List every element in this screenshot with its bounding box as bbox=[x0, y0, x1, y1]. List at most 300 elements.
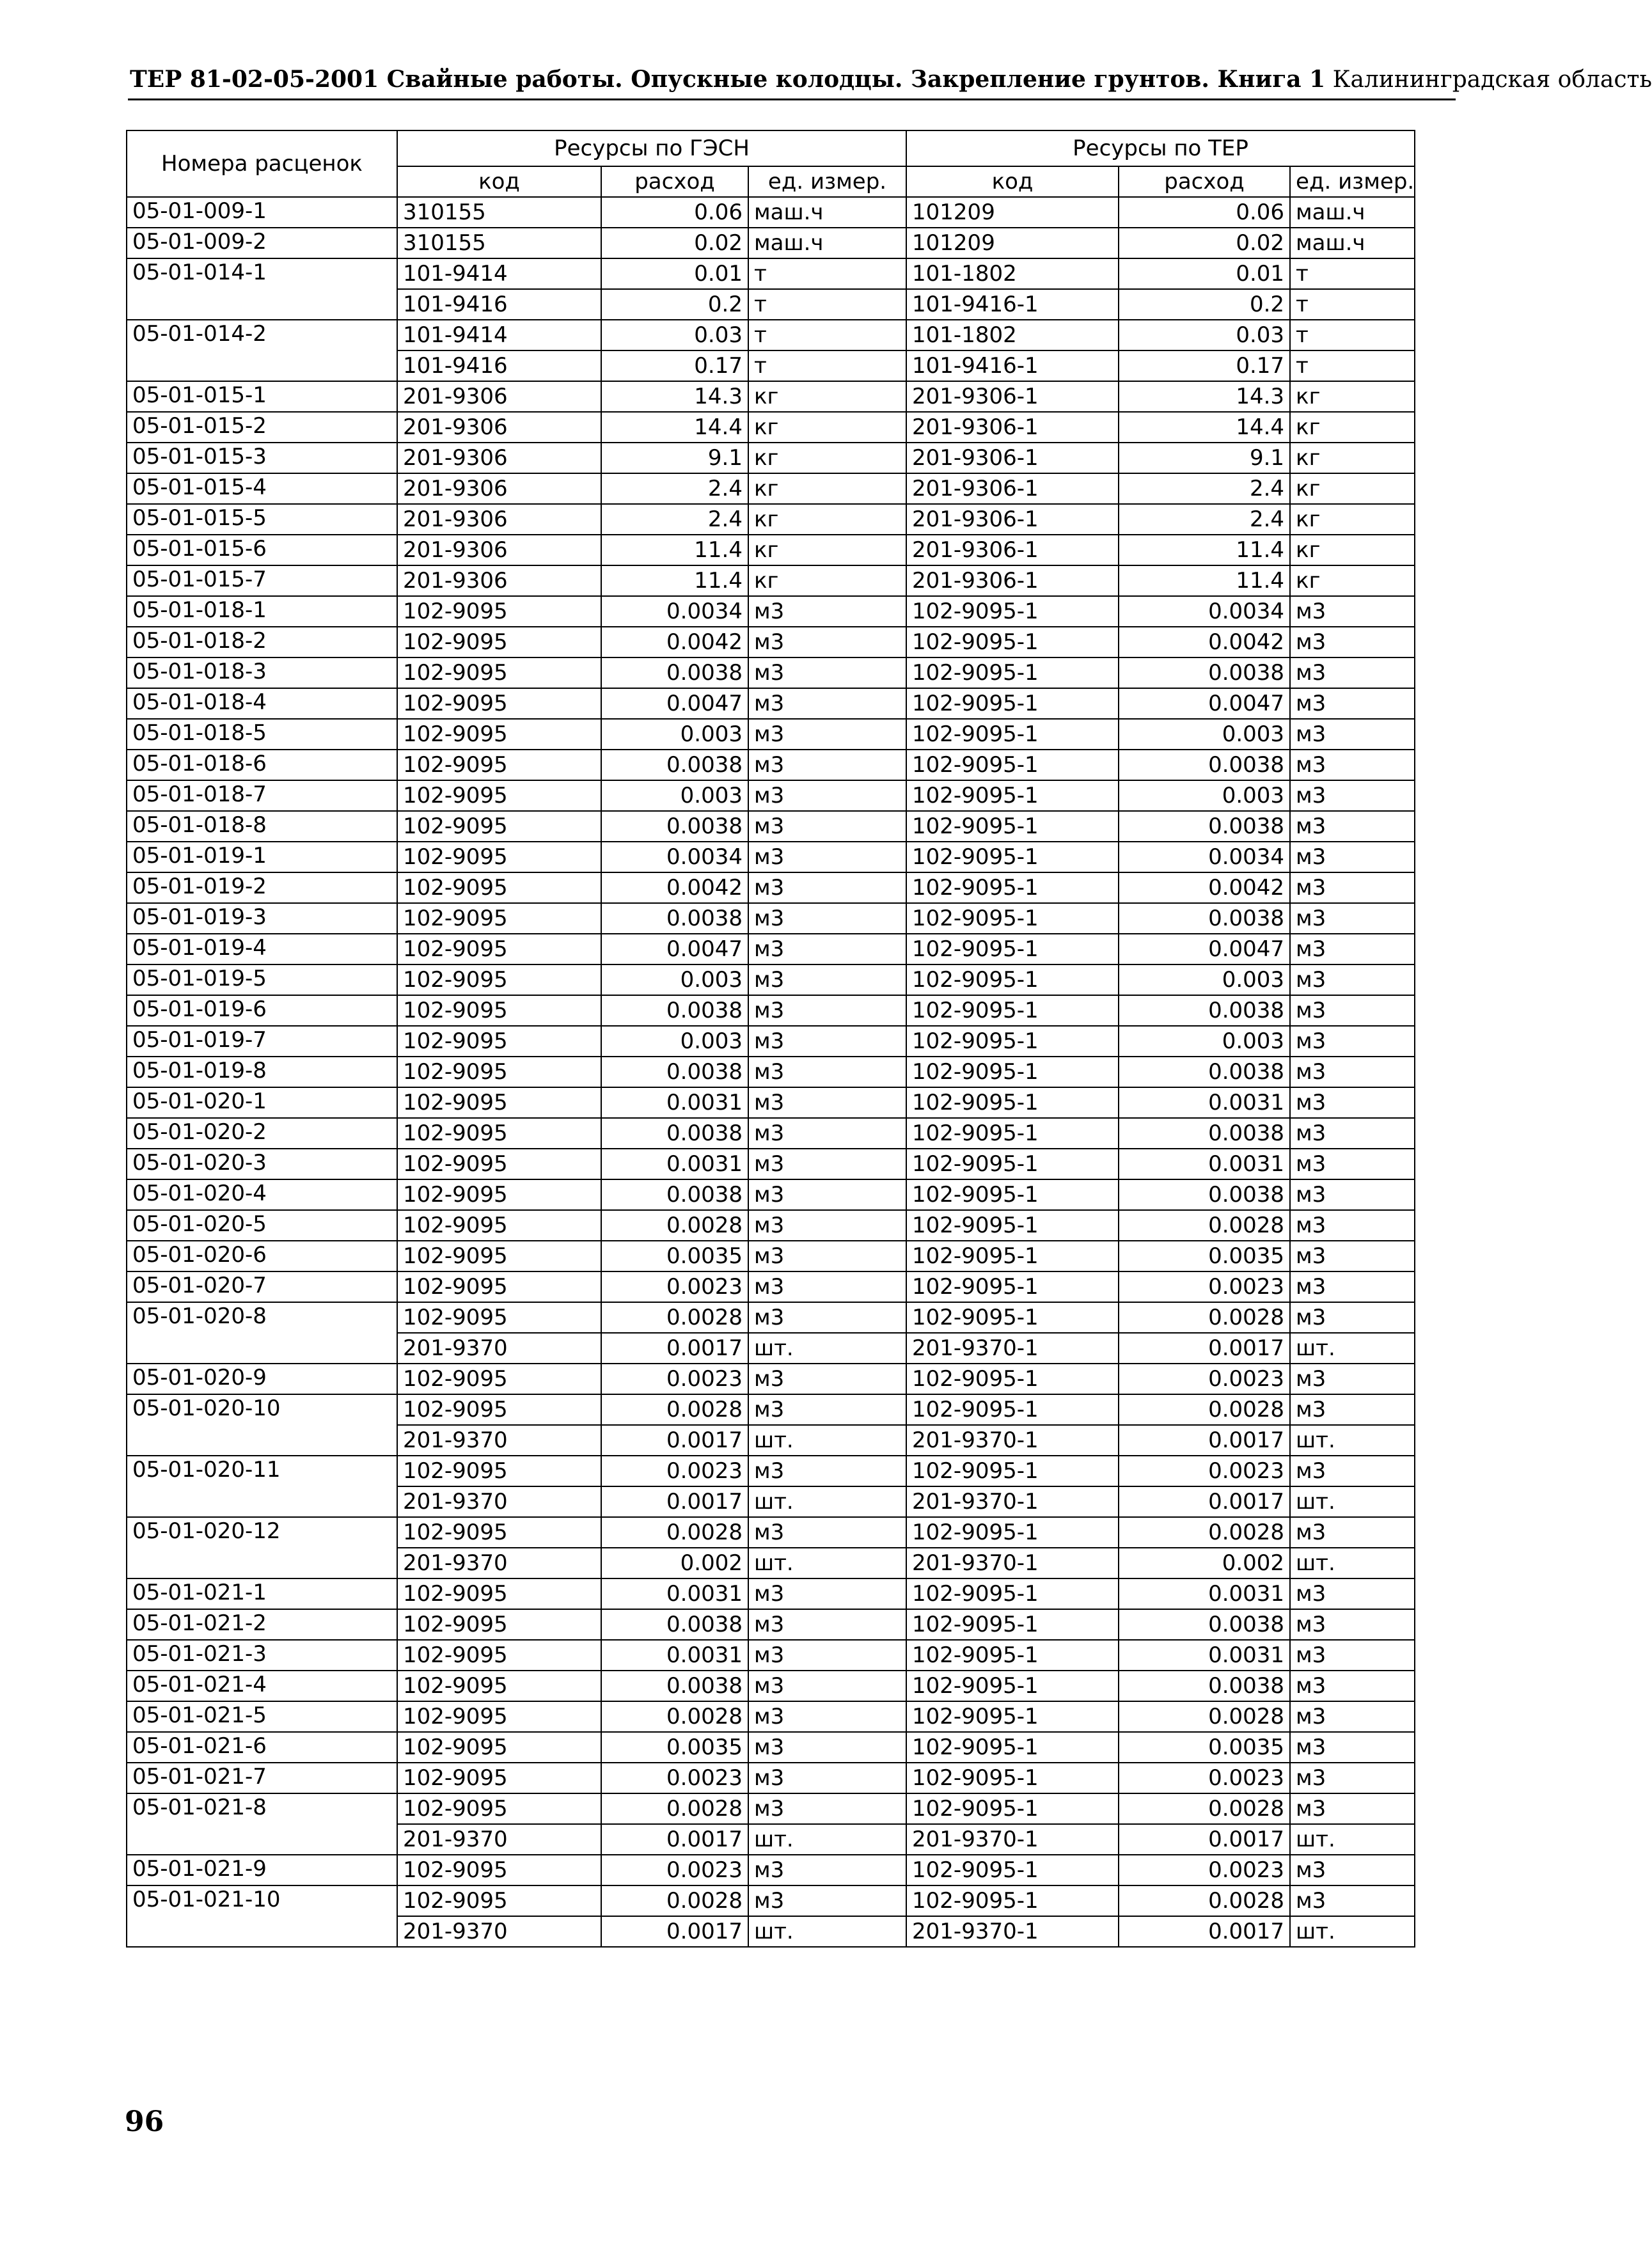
ter-code-cell: 102-9095-1 bbox=[906, 964, 1119, 995]
gesn-code-cell: 102-9095 bbox=[397, 1640, 601, 1671]
gesn-unit-cell: м3 bbox=[748, 811, 906, 842]
gesn-code-cell: 102-9095 bbox=[397, 719, 601, 750]
ter-consumption-cell: 0.0017 bbox=[1119, 1824, 1290, 1855]
gesn-consumption-cell: 0.002 bbox=[601, 1548, 748, 1578]
rate-number-cell: 05-01-020-7 bbox=[127, 1271, 397, 1302]
ter-unit-cell: кг bbox=[1290, 443, 1415, 473]
ter-consumption-cell: 0.0023 bbox=[1119, 1855, 1290, 1885]
ter-unit-cell: шт. bbox=[1290, 1425, 1415, 1456]
table-row bbox=[127, 903, 1415, 934]
gesn-consumption-cell: 0.03 bbox=[601, 320, 748, 350]
ter-code-cell: 201-9306-1 bbox=[906, 443, 1119, 473]
gesn-consumption-cell: 9.1 bbox=[601, 443, 748, 473]
gesn-consumption-cell: 0.0031 bbox=[601, 1578, 748, 1609]
gesn-consumption-cell: 0.003 bbox=[601, 1026, 748, 1057]
gesn-consumption-cell: 0.0017 bbox=[601, 1486, 748, 1517]
ter-consumption-cell: 0.0017 bbox=[1119, 1333, 1290, 1364]
ter-unit-cell: кг bbox=[1290, 381, 1415, 412]
ter-unit-cell: маш.ч bbox=[1290, 228, 1415, 258]
rate-number-cell: 05-01-018-2 bbox=[127, 627, 397, 657]
ter-code-cell: 201-9306-1 bbox=[906, 381, 1119, 412]
ter-code-cell: 102-9095-1 bbox=[906, 934, 1119, 964]
gesn-code-cell: 102-9095 bbox=[397, 1302, 601, 1333]
gesn-unit-cell: м3 bbox=[748, 1456, 906, 1486]
table-row bbox=[127, 1179, 1415, 1210]
rate-number-cell: 05-01-018-7 bbox=[127, 780, 397, 811]
rate-number-cell: 05-01-015-6 bbox=[127, 535, 397, 565]
ter-consumption-cell: 0.0047 bbox=[1119, 934, 1290, 964]
ter-consumption-cell: 0.0038 bbox=[1119, 1118, 1290, 1149]
rate-number-header: Номера расценок bbox=[127, 130, 397, 197]
ter-code-cell: 102-9095-1 bbox=[906, 1271, 1119, 1302]
gesn-unit-cell: м3 bbox=[748, 1179, 906, 1210]
gesn-consumption-cell: 0.01 bbox=[601, 258, 748, 289]
ter-consumption-cell: 0.0038 bbox=[1119, 750, 1290, 780]
ter-code-cell: 201-9370-1 bbox=[906, 1486, 1119, 1517]
ter-code-cell: 102-9095-1 bbox=[906, 903, 1119, 934]
gesn-consumption-cell: 0.0017 bbox=[601, 1916, 748, 1947]
gesn-unit-cell: м3 bbox=[748, 1732, 906, 1763]
rate-number-cell: 05-01-020-12 bbox=[127, 1517, 397, 1578]
header-region: Калининградская область bbox=[1332, 67, 1652, 93]
table-row bbox=[127, 1302, 1415, 1333]
ter-unit-cell: шт. bbox=[1290, 1548, 1415, 1578]
ter-consumption-cell: 0.0035 bbox=[1119, 1732, 1290, 1763]
rate-number-cell: 05-01-021-3 bbox=[127, 1640, 397, 1671]
gesn-unit-cell: м3 bbox=[748, 1241, 906, 1271]
gesn-unit-cell: т bbox=[748, 289, 906, 320]
ter-code-cell: 102-9095-1 bbox=[906, 1149, 1119, 1179]
gesn-consumption-cell: 2.4 bbox=[601, 473, 748, 504]
gesn-consumption-cell: 0.003 bbox=[601, 964, 748, 995]
ter-code-cell: 102-9095-1 bbox=[906, 657, 1119, 688]
gesn-code-header: код bbox=[397, 166, 601, 197]
ter-unit-cell: шт. bbox=[1290, 1486, 1415, 1517]
gesn-unit-cell: м3 bbox=[748, 903, 906, 934]
gesn-unit-cell: м3 bbox=[748, 1793, 906, 1824]
gesn-unit-cell: м3 bbox=[748, 1578, 906, 1609]
ter-code-cell: 102-9095-1 bbox=[906, 1364, 1119, 1394]
ter-consumption-cell: 0.0042 bbox=[1119, 872, 1290, 903]
rate-number-cell: 05-01-014-1 bbox=[127, 258, 397, 320]
table-row bbox=[127, 872, 1415, 903]
ter-unit-cell: м3 bbox=[1290, 872, 1415, 903]
ter-consumption-cell: 14.4 bbox=[1119, 412, 1290, 443]
ter-unit-cell: м3 bbox=[1290, 1302, 1415, 1333]
gesn-code-cell: 201-9306 bbox=[397, 504, 601, 535]
gesn-code-cell: 102-9095 bbox=[397, 1609, 601, 1640]
ter-unit-cell: шт. bbox=[1290, 1916, 1415, 1947]
gesn-consumption-cell: 0.0017 bbox=[601, 1824, 748, 1855]
ter-unit-cell: кг bbox=[1290, 473, 1415, 504]
rate-number-cell: 05-01-018-8 bbox=[127, 811, 397, 842]
ter-consumption-cell: 11.4 bbox=[1119, 565, 1290, 596]
ter-code-cell: 102-9095-1 bbox=[906, 1302, 1119, 1333]
gesn-unit-cell: маш.ч bbox=[748, 228, 906, 258]
table-row bbox=[127, 1118, 1415, 1149]
ter-code-cell: 102-9095-1 bbox=[906, 811, 1119, 842]
table-row bbox=[127, 535, 1415, 565]
rate-number-cell: 05-01-015-1 bbox=[127, 381, 397, 412]
ter-consumption-cell: 0.0035 bbox=[1119, 1241, 1290, 1271]
table-row bbox=[127, 443, 1415, 473]
ter-unit-cell: м3 bbox=[1290, 1763, 1415, 1793]
ter-unit-cell: маш.ч bbox=[1290, 197, 1415, 228]
table-row bbox=[127, 1763, 1415, 1793]
ter-code-cell: 201-9370-1 bbox=[906, 1824, 1119, 1855]
gesn-code-cell: 102-9095 bbox=[397, 1793, 601, 1824]
ter-unit-cell: т bbox=[1290, 289, 1415, 320]
gesn-consumption-cell: 0.0023 bbox=[601, 1271, 748, 1302]
rate-number-cell: 05-01-015-4 bbox=[127, 473, 397, 504]
ter-code-cell: 102-9095-1 bbox=[906, 1517, 1119, 1548]
ter-unit-cell: м3 bbox=[1290, 688, 1415, 719]
gesn-consumption-cell: 0.0017 bbox=[601, 1333, 748, 1364]
gesn-unit-cell: м3 bbox=[748, 1302, 906, 1333]
ter-code-cell: 102-9095-1 bbox=[906, 1210, 1119, 1241]
ter-consumption-cell: 0.0023 bbox=[1119, 1271, 1290, 1302]
gesn-consumption-cell: 0.0028 bbox=[601, 1793, 748, 1824]
ter-code-cell: 102-9095-1 bbox=[906, 750, 1119, 780]
gesn-unit-cell: м3 bbox=[748, 780, 906, 811]
gesn-unit-cell: м3 bbox=[748, 934, 906, 964]
gesn-consumption-cell: 0.003 bbox=[601, 719, 748, 750]
gesn-consumption-cell: 0.0023 bbox=[601, 1364, 748, 1394]
ter-consumption-cell: 0.0031 bbox=[1119, 1087, 1290, 1118]
gesn-code-cell: 201-9370 bbox=[397, 1425, 601, 1456]
gesn-consumption-cell: 0.0042 bbox=[601, 627, 748, 657]
gesn-unit-cell: кг bbox=[748, 565, 906, 596]
ter-code-cell: 102-9095-1 bbox=[906, 1732, 1119, 1763]
rate-number-cell: 05-01-020-10 bbox=[127, 1394, 397, 1456]
gesn-consumption-cell: 0.0017 bbox=[601, 1425, 748, 1456]
gesn-code-cell: 310155 bbox=[397, 228, 601, 258]
ter-consumption-cell: 0.0028 bbox=[1119, 1517, 1290, 1548]
ter-unit-cell: м3 bbox=[1290, 719, 1415, 750]
gesn-code-cell: 102-9095 bbox=[397, 903, 601, 934]
rate-number-cell: 05-01-021-4 bbox=[127, 1671, 397, 1701]
ter-unit-header: ед. измер. bbox=[1290, 166, 1415, 197]
gesn-code-cell: 101-9414 bbox=[397, 320, 601, 350]
ter-consumption-cell: 0.0028 bbox=[1119, 1302, 1290, 1333]
gesn-unit-cell: м3 bbox=[748, 1885, 906, 1916]
ter-consumption-cell: 14.3 bbox=[1119, 381, 1290, 412]
ter-code-cell: 102-9095-1 bbox=[906, 1640, 1119, 1671]
table-row bbox=[127, 197, 1415, 228]
gesn-consumption-cell: 0.0023 bbox=[601, 1763, 748, 1793]
table-row bbox=[127, 657, 1415, 688]
ter-consumption-cell: 0.003 bbox=[1119, 1026, 1290, 1057]
ter-consumption-cell: 0.0028 bbox=[1119, 1793, 1290, 1824]
ter-unit-cell: м3 bbox=[1290, 1364, 1415, 1394]
gesn-unit-cell: м3 bbox=[748, 1671, 906, 1701]
table-row bbox=[127, 1640, 1415, 1671]
rate-number-cell: 05-01-009-2 bbox=[127, 228, 397, 258]
gesn-unit-cell: кг bbox=[748, 535, 906, 565]
gesn-consumption-cell: 0.0031 bbox=[601, 1149, 748, 1179]
gesn-code-cell: 201-9306 bbox=[397, 565, 601, 596]
gesn-code-cell: 201-9306 bbox=[397, 473, 601, 504]
gesn-unit-cell: м3 bbox=[748, 1517, 906, 1548]
ter-unit-cell: шт. bbox=[1290, 1824, 1415, 1855]
ter-consumption-cell: 0.0038 bbox=[1119, 1179, 1290, 1210]
rate-number-cell: 05-01-021-1 bbox=[127, 1578, 397, 1609]
ter-code-cell: 102-9095-1 bbox=[906, 1057, 1119, 1087]
ter-unit-cell: м3 bbox=[1290, 1026, 1415, 1057]
gesn-code-cell: 102-9095 bbox=[397, 1118, 601, 1149]
ter-consumption-cell: 0.0038 bbox=[1119, 903, 1290, 934]
ter-unit-cell: м3 bbox=[1290, 1793, 1415, 1824]
rate-number-cell: 05-01-015-5 bbox=[127, 504, 397, 535]
gesn-consumption-cell: 0.0028 bbox=[601, 1302, 748, 1333]
gesn-consumption-cell: 0.0031 bbox=[601, 1087, 748, 1118]
gesn-code-cell: 310155 bbox=[397, 197, 601, 228]
rate-number-cell: 05-01-015-3 bbox=[127, 443, 397, 473]
gesn-consumption-cell: 11.4 bbox=[601, 565, 748, 596]
ter-unit-cell: кг bbox=[1290, 412, 1415, 443]
table-row bbox=[127, 1671, 1415, 1701]
gesn-code-cell: 102-9095 bbox=[397, 1241, 601, 1271]
ter-code-cell: 201-9306-1 bbox=[906, 535, 1119, 565]
ter-code-cell: 102-9095-1 bbox=[906, 1671, 1119, 1701]
gesn-consumption-cell: 0.0028 bbox=[601, 1210, 748, 1241]
gesn-unit-cell: м3 bbox=[748, 657, 906, 688]
gesn-code-cell: 102-9095 bbox=[397, 1855, 601, 1885]
gesn-consumption-cell: 0.0034 bbox=[601, 842, 748, 872]
gesn-code-cell: 102-9095 bbox=[397, 627, 601, 657]
gesn-unit-cell: м3 bbox=[748, 1087, 906, 1118]
ter-code-header: код bbox=[906, 166, 1119, 197]
gesn-code-cell: 201-9370 bbox=[397, 1333, 601, 1364]
gesn-consumption-cell: 0.0031 bbox=[601, 1640, 748, 1671]
gesn-unit-cell: м3 bbox=[748, 1057, 906, 1087]
ter-unit-cell: м3 bbox=[1290, 811, 1415, 842]
ter-unit-cell: м3 bbox=[1290, 1394, 1415, 1425]
gesn-code-cell: 102-9095 bbox=[397, 780, 601, 811]
gesn-code-cell: 102-9095 bbox=[397, 1456, 601, 1486]
gesn-code-cell: 102-9095 bbox=[397, 1885, 601, 1916]
ter-unit-cell: м3 bbox=[1290, 1057, 1415, 1087]
gesn-unit-cell: м3 bbox=[748, 1118, 906, 1149]
gesn-unit-cell: м3 bbox=[748, 1763, 906, 1793]
rate-number-cell: 05-01-020-2 bbox=[127, 1118, 397, 1149]
ter-code-cell: 102-9095-1 bbox=[906, 1885, 1119, 1916]
gesn-unit-header: ед. измер. bbox=[748, 166, 906, 197]
ter-consumption-cell: 0.0031 bbox=[1119, 1149, 1290, 1179]
ter-consumption-cell: 0.17 bbox=[1119, 350, 1290, 381]
gesn-consumption-cell: 0.0038 bbox=[601, 1118, 748, 1149]
ter-unit-cell: м3 bbox=[1290, 934, 1415, 964]
ter-consumption-cell: 0.0023 bbox=[1119, 1364, 1290, 1394]
ter-unit-cell: м3 bbox=[1290, 1087, 1415, 1118]
ter-consumption-cell: 2.4 bbox=[1119, 473, 1290, 504]
gesn-unit-cell: шт. bbox=[748, 1548, 906, 1578]
table-row bbox=[127, 627, 1415, 657]
ter-code-cell: 102-9095-1 bbox=[906, 627, 1119, 657]
gesn-unit-cell: кг bbox=[748, 412, 906, 443]
ter-code-cell: 201-9306-1 bbox=[906, 412, 1119, 443]
page-header bbox=[130, 63, 1652, 96]
gesn-code-cell: 102-9095 bbox=[397, 1578, 601, 1609]
ter-code-cell: 102-9095-1 bbox=[906, 1793, 1119, 1824]
table-row bbox=[127, 1517, 1415, 1548]
ter-unit-cell: м3 bbox=[1290, 1701, 1415, 1732]
rate-number-cell: 05-01-020-1 bbox=[127, 1087, 397, 1118]
ter-unit-cell: м3 bbox=[1290, 1456, 1415, 1486]
gesn-unit-cell: м3 bbox=[748, 842, 906, 872]
ter-unit-cell: м3 bbox=[1290, 1271, 1415, 1302]
rate-number-cell: 05-01-019-8 bbox=[127, 1057, 397, 1087]
table-row bbox=[127, 750, 1415, 780]
gesn-consumption-cell: 0.0034 bbox=[601, 596, 748, 627]
gesn-code-cell: 102-9095 bbox=[397, 811, 601, 842]
ter-code-cell: 101-1802 bbox=[906, 320, 1119, 350]
table-row bbox=[127, 1087, 1415, 1118]
ter-unit-cell: м3 bbox=[1290, 903, 1415, 934]
gesn-unit-cell: м3 bbox=[748, 1855, 906, 1885]
gesn-consumption-cell: 0.0028 bbox=[601, 1517, 748, 1548]
table-row bbox=[127, 1394, 1415, 1425]
ter-consumption-cell: 2.4 bbox=[1119, 504, 1290, 535]
ter-consumption-cell: 0.0017 bbox=[1119, 1916, 1290, 1947]
rate-number-cell: 05-01-009-1 bbox=[127, 197, 397, 228]
table-row bbox=[127, 842, 1415, 872]
gesn-code-cell: 102-9095 bbox=[397, 872, 601, 903]
rate-number-cell: 05-01-018-3 bbox=[127, 657, 397, 688]
gesn-unit-cell: кг bbox=[748, 504, 906, 535]
gesn-unit-cell: м3 bbox=[748, 995, 906, 1026]
ter-code-cell: 102-9095-1 bbox=[906, 995, 1119, 1026]
ter-unit-cell: м3 bbox=[1290, 1210, 1415, 1241]
gesn-unit-cell: т bbox=[748, 350, 906, 381]
gesn-code-cell: 102-9095 bbox=[397, 934, 601, 964]
ter-code-cell: 201-9306-1 bbox=[906, 473, 1119, 504]
gesn-unit-cell: т bbox=[748, 258, 906, 289]
ter-unit-cell: м3 bbox=[1290, 1671, 1415, 1701]
table-row bbox=[127, 504, 1415, 535]
gesn-consumption-cell: 0.0028 bbox=[601, 1885, 748, 1916]
ter-consumption-cell: 0.06 bbox=[1119, 197, 1290, 228]
ter-code-cell: 102-9095-1 bbox=[906, 872, 1119, 903]
gesn-code-cell: 102-9095 bbox=[397, 596, 601, 627]
ter-unit-cell: м3 bbox=[1290, 1578, 1415, 1609]
gesn-unit-cell: м3 bbox=[748, 627, 906, 657]
gesn-unit-cell: м3 bbox=[748, 1609, 906, 1640]
ter-consumption-cell: 0.0038 bbox=[1119, 1057, 1290, 1087]
gesn-unit-cell: м3 bbox=[748, 964, 906, 995]
gesn-consumption-cell: 0.0023 bbox=[601, 1855, 748, 1885]
ter-consumption-cell: 0.01 bbox=[1119, 258, 1290, 289]
ter-consumption-cell: 0.2 bbox=[1119, 289, 1290, 320]
gesn-consumption-cell: 14.3 bbox=[601, 381, 748, 412]
gesn-code-cell: 101-9416 bbox=[397, 289, 601, 320]
ter-consumption-cell: 0.0028 bbox=[1119, 1885, 1290, 1916]
rate-number-cell: 05-01-021-5 bbox=[127, 1701, 397, 1732]
gesn-code-cell: 102-9095 bbox=[397, 1210, 601, 1241]
table-row bbox=[127, 228, 1415, 258]
rate-number-cell: 05-01-019-2 bbox=[127, 872, 397, 903]
ter-unit-cell: шт. bbox=[1290, 1333, 1415, 1364]
rate-number-cell: 05-01-019-7 bbox=[127, 1026, 397, 1057]
ter-code-cell: 201-9370-1 bbox=[906, 1548, 1119, 1578]
ter-unit-cell: кг bbox=[1290, 535, 1415, 565]
header-rule bbox=[128, 98, 1456, 100]
rate-number-cell: 05-01-018-4 bbox=[127, 688, 397, 719]
ter-unit-cell: м3 bbox=[1290, 657, 1415, 688]
table-row bbox=[127, 412, 1415, 443]
rate-number-cell: 05-01-020-8 bbox=[127, 1302, 397, 1364]
gesn-unit-cell: м3 bbox=[748, 872, 906, 903]
ter-code-cell: 201-9306-1 bbox=[906, 504, 1119, 535]
gesn-unit-cell: шт. bbox=[748, 1425, 906, 1456]
gesn-consumption-cell: 0.0028 bbox=[601, 1394, 748, 1425]
table-row bbox=[127, 1210, 1415, 1241]
gesn-consumption-cell: 0.06 bbox=[601, 197, 748, 228]
rate-number-cell: 05-01-021-2 bbox=[127, 1609, 397, 1640]
ter-code-cell: 102-9095-1 bbox=[906, 596, 1119, 627]
ter-consumption-cell: 0.0038 bbox=[1119, 1671, 1290, 1701]
ter-consumption-cell: 11.4 bbox=[1119, 535, 1290, 565]
table-row bbox=[127, 1057, 1415, 1087]
ter-consumption-cell: 0.0031 bbox=[1119, 1578, 1290, 1609]
gesn-code-cell: 102-9095 bbox=[397, 995, 601, 1026]
ter-consumption-cell: 0.0017 bbox=[1119, 1486, 1290, 1517]
ter-code-cell: 102-9095-1 bbox=[906, 1701, 1119, 1732]
rate-number-cell: 05-01-020-5 bbox=[127, 1210, 397, 1241]
ter-unit-cell: т bbox=[1290, 320, 1415, 350]
gesn-consumption-cell: 0.0038 bbox=[601, 995, 748, 1026]
gesn-code-cell: 201-9370 bbox=[397, 1824, 601, 1855]
ter-unit-cell: м3 bbox=[1290, 1640, 1415, 1671]
gesn-code-cell: 201-9306 bbox=[397, 535, 601, 565]
gesn-consumption-header: расход bbox=[601, 166, 748, 197]
table-row bbox=[127, 780, 1415, 811]
rate-number-cell: 05-01-021-8 bbox=[127, 1793, 397, 1855]
ter-unit-cell: м3 bbox=[1290, 1149, 1415, 1179]
ter-unit-cell: м3 bbox=[1290, 750, 1415, 780]
gesn-unit-cell: т bbox=[748, 320, 906, 350]
rate-number-cell: 05-01-019-1 bbox=[127, 842, 397, 872]
ter-unit-cell: м3 bbox=[1290, 1241, 1415, 1271]
gesn-consumption-cell: 0.0038 bbox=[601, 1671, 748, 1701]
ter-code-cell: 102-9095-1 bbox=[906, 1763, 1119, 1793]
gesn-code-cell: 102-9095 bbox=[397, 1271, 601, 1302]
gesn-code-cell: 201-9306 bbox=[397, 412, 601, 443]
rate-number-cell: 05-01-018-1 bbox=[127, 596, 397, 627]
table-row bbox=[127, 1701, 1415, 1732]
gesn-consumption-cell: 0.0047 bbox=[601, 688, 748, 719]
table-row bbox=[127, 258, 1415, 289]
gesn-code-cell: 102-9095 bbox=[397, 1179, 601, 1210]
rate-number-cell: 05-01-021-10 bbox=[127, 1885, 397, 1947]
ter-code-cell: 102-9095-1 bbox=[906, 1118, 1119, 1149]
ter-unit-cell: м3 bbox=[1290, 1179, 1415, 1210]
rate-number-cell: 05-01-020-3 bbox=[127, 1149, 397, 1179]
gesn-consumption-cell: 0.0038 bbox=[601, 657, 748, 688]
ter-consumption-cell: 9.1 bbox=[1119, 443, 1290, 473]
ter-consumption-cell: 0.0038 bbox=[1119, 995, 1290, 1026]
table-row bbox=[127, 596, 1415, 627]
rate-number-cell: 05-01-019-3 bbox=[127, 903, 397, 934]
gesn-consumption-cell: 11.4 bbox=[601, 535, 748, 565]
ter-consumption-cell: 0.003 bbox=[1119, 964, 1290, 995]
ter-code-cell: 102-9095-1 bbox=[906, 1609, 1119, 1640]
gesn-code-cell: 102-9095 bbox=[397, 964, 601, 995]
table-row bbox=[127, 1732, 1415, 1763]
gesn-unit-cell: м3 bbox=[748, 719, 906, 750]
ter-consumption-cell: 0.0034 bbox=[1119, 842, 1290, 872]
rate-number-cell: 05-01-015-2 bbox=[127, 412, 397, 443]
